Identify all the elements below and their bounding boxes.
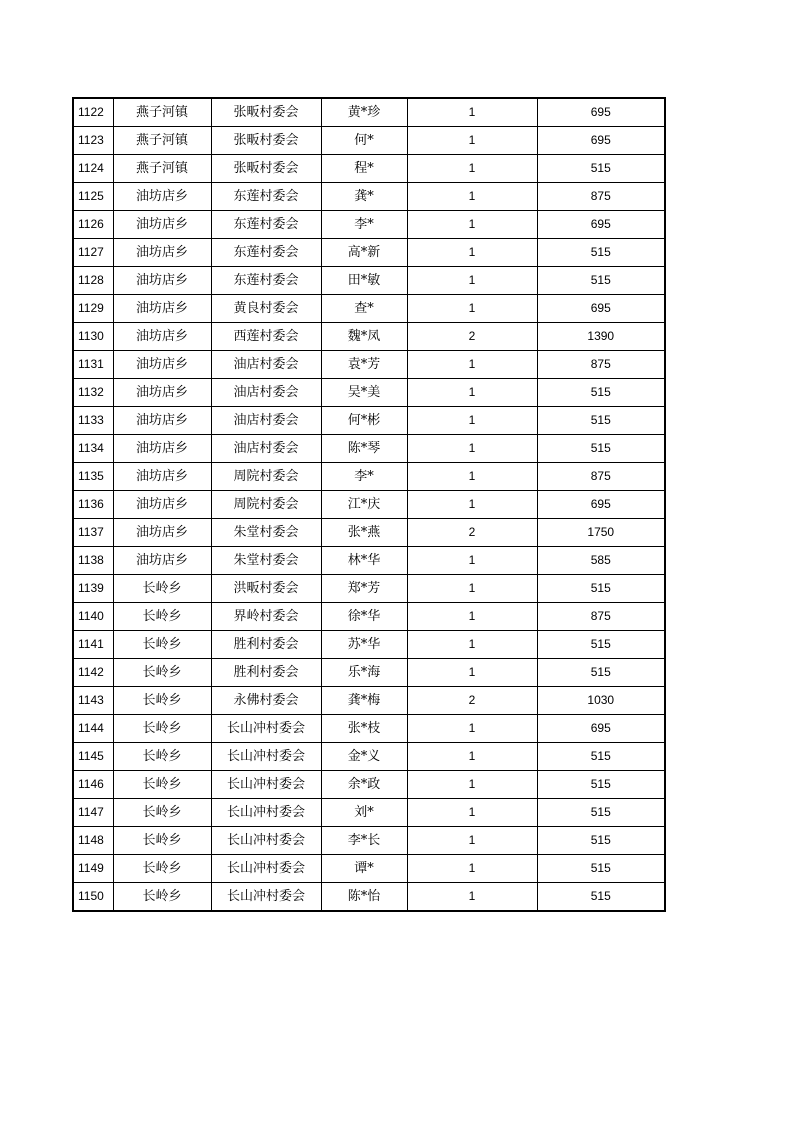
household-count-cell: 1 [407,547,537,575]
household-count-cell: 1 [407,827,537,855]
row-number-cell: 1150 [73,883,113,912]
table-row [73,519,665,547]
table-row [73,575,665,603]
table-row [73,295,665,323]
household-count-cell: 1 [407,211,537,239]
town-cell: 燕子河镇 [113,127,211,155]
amount-cell: 1390 [537,323,665,351]
amount-cell: 875 [537,183,665,211]
amount-cell: 515 [537,435,665,463]
table-row [73,827,665,855]
household-count-cell: 1 [407,435,537,463]
amount-cell: 515 [537,771,665,799]
person-name-cell: 魏*凤 [321,323,407,351]
person-name-cell: 乐*海 [321,659,407,687]
table-row [73,435,665,463]
table-row [73,855,665,883]
amount-cell: 1750 [537,519,665,547]
village-committee-cell: 长山冲村委会 [211,799,321,827]
table-row [73,211,665,239]
village-committee-cell: 西莲村委会 [211,323,321,351]
household-count-cell: 1 [407,351,537,379]
table-row [73,379,665,407]
amount-cell: 1030 [537,687,665,715]
town-cell: 油坊店乡 [113,491,211,519]
row-number-cell: 1124 [73,155,113,183]
town-cell: 油坊店乡 [113,519,211,547]
amount-cell: 515 [537,883,665,912]
town-cell: 长岭乡 [113,575,211,603]
village-committee-cell: 洪畈村委会 [211,575,321,603]
household-count-cell: 1 [407,407,537,435]
village-committee-cell: 长山冲村委会 [211,743,321,771]
village-committee-cell: 周院村委会 [211,463,321,491]
row-number-cell: 1148 [73,827,113,855]
row-number-cell: 1131 [73,351,113,379]
person-name-cell: 查* [321,295,407,323]
amount-cell: 515 [537,267,665,295]
village-committee-cell: 胜利村委会 [211,659,321,687]
household-count-cell: 1 [407,743,537,771]
person-name-cell: 张*燕 [321,519,407,547]
table-row [73,799,665,827]
row-number-cell: 1122 [73,98,113,127]
table-row [73,687,665,715]
household-count-cell: 1 [407,883,537,912]
row-number-cell: 1135 [73,463,113,491]
table-row [73,743,665,771]
person-name-cell: 龚* [321,183,407,211]
row-number-cell: 1143 [73,687,113,715]
row-number-cell: 1149 [73,855,113,883]
amount-cell: 515 [537,379,665,407]
row-number-cell: 1138 [73,547,113,575]
town-cell: 长岭乡 [113,799,211,827]
town-cell: 长岭乡 [113,743,211,771]
person-name-cell: 高*新 [321,239,407,267]
household-count-cell: 2 [407,687,537,715]
person-name-cell: 江*庆 [321,491,407,519]
town-cell: 长岭乡 [113,855,211,883]
table-row [73,351,665,379]
row-number-cell: 1133 [73,407,113,435]
person-name-cell: 金*义 [321,743,407,771]
person-name-cell: 黄*珍 [321,98,407,127]
household-count-cell: 1 [407,98,537,127]
amount-cell: 515 [537,799,665,827]
village-committee-cell: 东莲村委会 [211,239,321,267]
person-name-cell: 吴*美 [321,379,407,407]
person-name-cell: 田*敏 [321,267,407,295]
person-name-cell: 陈*怡 [321,883,407,912]
household-count-cell: 1 [407,463,537,491]
amount-cell: 515 [537,575,665,603]
town-cell: 长岭乡 [113,631,211,659]
town-cell: 长岭乡 [113,715,211,743]
amount-cell: 875 [537,351,665,379]
person-name-cell: 徐*华 [321,603,407,631]
person-name-cell: 李* [321,211,407,239]
town-cell: 燕子河镇 [113,155,211,183]
town-cell: 长岭乡 [113,771,211,799]
person-name-cell: 程* [321,155,407,183]
town-cell: 油坊店乡 [113,239,211,267]
amount-cell: 515 [537,743,665,771]
person-name-cell: 张*枝 [321,715,407,743]
village-committee-cell: 长山冲村委会 [211,855,321,883]
village-committee-cell: 胜利村委会 [211,631,321,659]
person-name-cell: 苏*华 [321,631,407,659]
town-cell: 油坊店乡 [113,547,211,575]
person-name-cell: 郑*芳 [321,575,407,603]
amount-cell: 695 [537,211,665,239]
row-number-cell: 1145 [73,743,113,771]
person-name-cell: 李*长 [321,827,407,855]
town-cell: 油坊店乡 [113,183,211,211]
row-number-cell: 1132 [73,379,113,407]
row-number-cell: 1126 [73,211,113,239]
town-cell: 油坊店乡 [113,267,211,295]
table-row [73,631,665,659]
person-name-cell: 谭* [321,855,407,883]
table-row [73,127,665,155]
row-number-cell: 1144 [73,715,113,743]
town-cell: 油坊店乡 [113,407,211,435]
table-row [73,715,665,743]
household-count-cell: 1 [407,771,537,799]
village-committee-cell: 长山冲村委会 [211,827,321,855]
household-count-cell: 1 [407,799,537,827]
town-cell: 长岭乡 [113,603,211,631]
household-count-cell: 2 [407,323,537,351]
table-row [73,323,665,351]
person-name-cell: 袁*芳 [321,351,407,379]
village-committee-cell: 张畈村委会 [211,98,321,127]
amount-cell: 515 [537,155,665,183]
person-name-cell: 龚*梅 [321,687,407,715]
amount-cell: 695 [537,98,665,127]
village-committee-cell: 东莲村委会 [211,183,321,211]
village-committee-cell: 油店村委会 [211,407,321,435]
village-committee-cell: 长山冲村委会 [211,715,321,743]
row-number-cell: 1139 [73,575,113,603]
row-number-cell: 1123 [73,127,113,155]
amount-cell: 515 [537,827,665,855]
table-row [73,407,665,435]
amount-cell: 515 [537,407,665,435]
village-committee-cell: 油店村委会 [211,351,321,379]
person-name-cell: 何* [321,127,407,155]
town-cell: 燕子河镇 [113,98,211,127]
roster-table-body [73,98,665,911]
household-count-cell: 1 [407,659,537,687]
table-row [73,239,665,267]
row-number-cell: 1128 [73,267,113,295]
town-cell: 长岭乡 [113,827,211,855]
village-committee-cell: 永佛村委会 [211,687,321,715]
village-committee-cell: 张畈村委会 [211,155,321,183]
amount-cell: 875 [537,463,665,491]
row-number-cell: 1125 [73,183,113,211]
household-count-cell: 1 [407,183,537,211]
village-committee-cell: 东莲村委会 [211,267,321,295]
household-count-cell: 1 [407,631,537,659]
town-cell: 油坊店乡 [113,211,211,239]
village-committee-cell: 油店村委会 [211,379,321,407]
table-row [73,659,665,687]
row-number-cell: 1130 [73,323,113,351]
town-cell: 油坊店乡 [113,323,211,351]
table-row [73,183,665,211]
household-count-cell: 1 [407,575,537,603]
table-row [73,603,665,631]
roster-table [72,97,666,912]
household-count-cell: 1 [407,127,537,155]
table-row [73,883,665,912]
village-committee-cell: 东莲村委会 [211,211,321,239]
town-cell: 油坊店乡 [113,379,211,407]
household-count-cell: 1 [407,239,537,267]
town-cell: 长岭乡 [113,883,211,912]
village-committee-cell: 朱堂村委会 [211,519,321,547]
table-row [73,98,665,127]
household-count-cell: 1 [407,155,537,183]
row-number-cell: 1136 [73,491,113,519]
person-name-cell: 林*华 [321,547,407,575]
household-count-cell: 1 [407,295,537,323]
village-committee-cell: 朱堂村委会 [211,547,321,575]
table-row [73,491,665,519]
amount-cell: 585 [537,547,665,575]
amount-cell: 695 [537,491,665,519]
village-committee-cell: 周院村委会 [211,491,321,519]
row-number-cell: 1142 [73,659,113,687]
household-count-cell: 1 [407,855,537,883]
village-committee-cell: 长山冲村委会 [211,771,321,799]
amount-cell: 695 [537,127,665,155]
amount-cell: 695 [537,715,665,743]
village-committee-cell: 界岭村委会 [211,603,321,631]
amount-cell: 515 [537,239,665,267]
table-row [73,155,665,183]
amount-cell: 515 [537,631,665,659]
row-number-cell: 1141 [73,631,113,659]
person-name-cell: 李* [321,463,407,491]
row-number-cell: 1127 [73,239,113,267]
town-cell: 油坊店乡 [113,295,211,323]
town-cell: 油坊店乡 [113,435,211,463]
amount-cell: 695 [537,295,665,323]
amount-cell: 515 [537,855,665,883]
row-number-cell: 1146 [73,771,113,799]
person-name-cell: 刘* [321,799,407,827]
village-committee-cell: 油店村委会 [211,435,321,463]
row-number-cell: 1129 [73,295,113,323]
town-cell: 长岭乡 [113,687,211,715]
row-number-cell: 1137 [73,519,113,547]
person-name-cell: 陈*琴 [321,435,407,463]
town-cell: 油坊店乡 [113,351,211,379]
person-name-cell: 余*政 [321,771,407,799]
town-cell: 油坊店乡 [113,463,211,491]
table-row [73,771,665,799]
row-number-cell: 1134 [73,435,113,463]
village-committee-cell: 张畈村委会 [211,127,321,155]
household-count-cell: 1 [407,603,537,631]
town-cell: 长岭乡 [113,659,211,687]
row-number-cell: 1140 [73,603,113,631]
person-name-cell: 何*彬 [321,407,407,435]
household-count-cell: 1 [407,267,537,295]
household-count-cell: 1 [407,715,537,743]
amount-cell: 875 [537,603,665,631]
household-count-cell: 2 [407,519,537,547]
household-count-cell: 1 [407,491,537,519]
table-row [73,267,665,295]
village-committee-cell: 长山冲村委会 [211,883,321,912]
table-row [73,547,665,575]
household-count-cell: 1 [407,379,537,407]
row-number-cell: 1147 [73,799,113,827]
amount-cell: 515 [537,659,665,687]
village-committee-cell: 黄良村委会 [211,295,321,323]
table-row [73,463,665,491]
